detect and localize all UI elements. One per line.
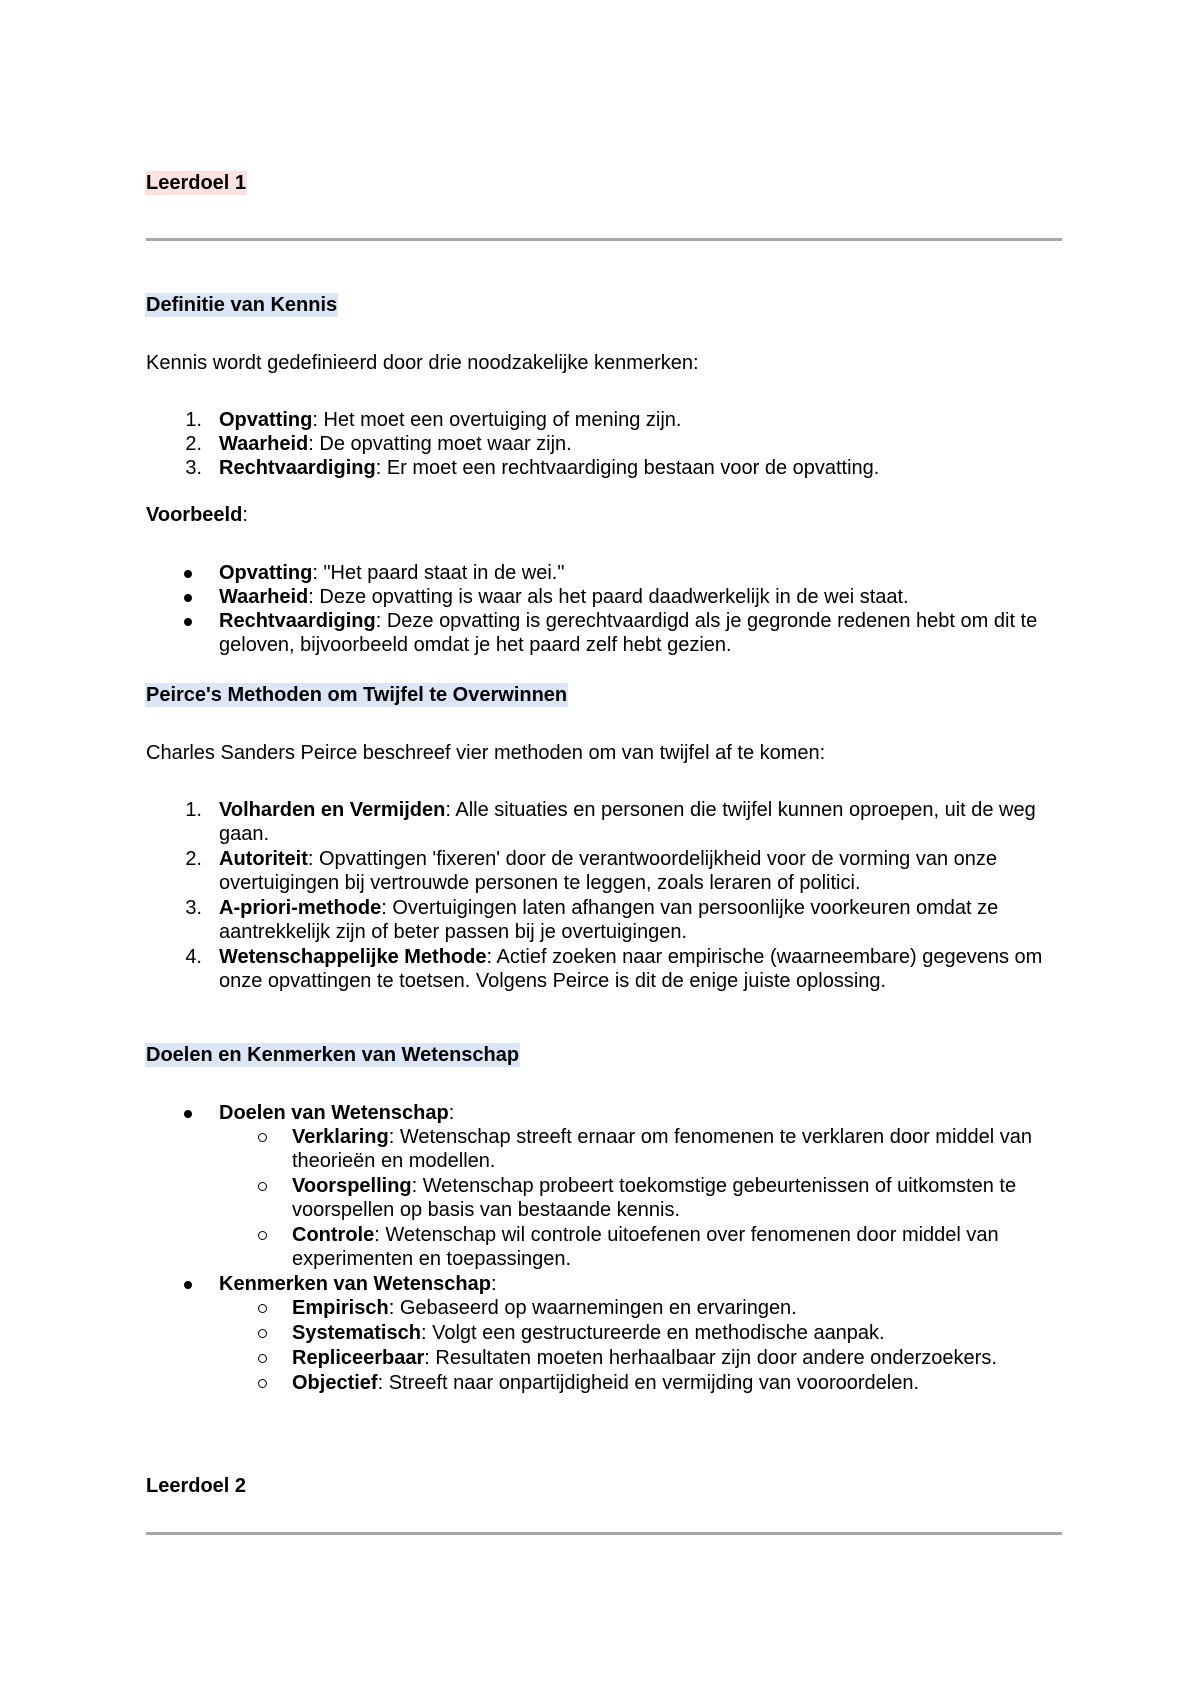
list-number: 2. <box>185 433 202 455</box>
sub-bullet-text <box>292 1125 1062 1173</box>
horizontal-rule <box>146 1532 1062 1535</box>
definitie-intro: Kennis wordt gedefinieerd door drie noodzakelijke kenmerken: <box>146 352 699 374</box>
voorbeeld-label <box>146 503 248 527</box>
term: Rechtvaardiging <box>219 457 376 479</box>
description: : Deze opvatting is waar als het paard daadwerkelijk in de wei staat. <box>308 586 909 608</box>
description: : Er moet een rechtvaardiging bestaan voor de opvatting. <box>375 457 880 479</box>
term: Opvatting <box>219 409 313 431</box>
bullet-icon <box>184 1281 192 1289</box>
term: Waarheid <box>219 433 309 455</box>
circle-bullet-icon <box>258 1329 267 1338</box>
definitie-heading: Definitie van Kennis <box>146 294 338 316</box>
bullet-icon <box>184 1110 192 1118</box>
colon: : <box>490 1273 497 1295</box>
description: : Volgt een gestructureerde en methodische aanpak. <box>420 1322 885 1344</box>
description: : Deze opvatting is gerechtvaardigd als je gegronde redenen hebt om dit te geloven, bijvoorbeeld omdat je het paard zelf hebt gezien. <box>219 610 1038 656</box>
term: Verklaring <box>292 1126 389 1148</box>
sub-bullet-text <box>292 1371 1062 1395</box>
list-number: 4. <box>185 946 202 968</box>
term: Wetenschappelijke Methode <box>219 946 487 968</box>
description: : Alle situaties en personen die twijfel kunnen oproepen, uit de weg gaan. <box>219 799 1036 845</box>
sub-bullet-text <box>292 1321 1062 1345</box>
term: Kenmerken van Wetenschap <box>219 1273 491 1295</box>
term: Voorspelling <box>292 1175 412 1197</box>
description: : Wetenschap probeert toekomstige gebeurtenissen of uitkomsten te voorspellen op basis van bestaande kennis. <box>292 1175 1017 1221</box>
circle-bullet-icon <box>258 1304 267 1313</box>
term: Objectief <box>292 1372 378 1394</box>
term: Autoriteit <box>219 848 308 870</box>
peirce-heading: Peirce's Methoden om Twijfel te Overwinnen <box>146 684 568 706</box>
sub-bullet-text <box>292 1223 1062 1271</box>
term: Opvatting <box>219 562 313 584</box>
circle-bullet-icon <box>258 1379 267 1388</box>
circle-bullet-icon <box>258 1231 267 1240</box>
list-item-text <box>219 798 1059 846</box>
list-item-text <box>219 432 1059 456</box>
horizontal-rule <box>146 238 1062 241</box>
sub-bullet-text <box>292 1296 1062 1320</box>
leerdoel-1-title: Leerdoel 1 <box>146 172 247 194</box>
circle-bullet-icon <box>258 1182 267 1191</box>
bullet-text <box>219 585 1059 609</box>
leerdoel-2-title: Leerdoel 2 <box>146 1475 247 1497</box>
list-number: 1. <box>185 409 202 431</box>
term: Empirisch <box>292 1297 389 1319</box>
bullet-text <box>219 1272 1059 1296</box>
term: Doelen van Wetenschap <box>219 1102 449 1124</box>
description: : Opvattingen 'fixeren' door de verantwoordelijkheid voor de vorming van onze overtuigingen bij vertrouwde personen te leggen, zoals leraren of politici. <box>219 848 998 894</box>
term: Repliceerbaar <box>292 1347 425 1369</box>
term: Volharden en Vermijden <box>219 799 446 821</box>
description: : Het moet een overtuiging of mening zijn. <box>312 409 682 431</box>
voorbeeld-term: Voorbeeld <box>146 504 243 526</box>
description: : "Het paard staat in de wei." <box>312 562 565 584</box>
circle-bullet-icon <box>258 1354 267 1363</box>
term: Waarheid <box>219 586 309 608</box>
bullet-icon <box>184 594 192 602</box>
term: Controle <box>292 1224 375 1246</box>
list-number: 2. <box>185 848 202 870</box>
colon: : <box>448 1102 455 1124</box>
list-item-text <box>219 896 1059 944</box>
list-item-text <box>219 456 1059 480</box>
list-item-text <box>219 945 1059 993</box>
circle-bullet-icon <box>258 1133 267 1142</box>
description: : Gebaseerd op waarnemingen en ervaringen. <box>388 1297 797 1319</box>
list-number: 3. <box>185 897 202 919</box>
description: : Wetenschap wil controle uitoefenen over fenomenen door middel van experimenten en toepassingen. <box>292 1224 999 1270</box>
description: : Wetenschap streeft ernaar om fenomenen te verklaren door middel van theorieën en modellen. <box>292 1126 1033 1172</box>
bullet-text <box>219 1101 1059 1125</box>
description: : Resultaten moeten herhaalbaar zijn door andere onderzoekers. <box>424 1347 997 1369</box>
list-item-text <box>219 847 1059 895</box>
description: : De opvatting moet waar zijn. <box>308 433 572 455</box>
sub-bullet-text <box>292 1174 1062 1222</box>
bullet-icon <box>184 570 192 578</box>
term: A-priori-methode <box>219 897 382 919</box>
description: : Overtuigingen laten afhangen van persoonlijke voorkeuren omdat ze aantrekkelijk zijn of beter passen bij je overtuigingen. <box>219 897 999 943</box>
peirce-intro: Charles Sanders Peirce beschreef vier methoden om van twijfel af te komen: <box>146 742 826 764</box>
bullet-icon <box>184 618 192 626</box>
description: : Actief zoeken naar empirische (waarneembare) gegevens om onze opvattingen te toetsen. Volgens Peirce is dit de enige juiste oplossing. <box>219 946 1043 992</box>
wetenschap-heading: Doelen en Kenmerken van Wetenschap <box>146 1044 520 1066</box>
bullet-text <box>219 609 1059 657</box>
bullet-text <box>219 561 1059 585</box>
list-number: 1. <box>185 799 202 821</box>
colon: : <box>242 504 248 526</box>
description: : Streeft naar onpartijdigheid en vermijding van vooroordelen. <box>377 1372 920 1394</box>
term: Rechtvaardiging <box>219 610 376 632</box>
term: Systematisch <box>292 1322 421 1344</box>
list-item-text <box>219 408 1059 432</box>
list-number: 3. <box>185 457 202 479</box>
sub-bullet-text <box>292 1346 1062 1370</box>
